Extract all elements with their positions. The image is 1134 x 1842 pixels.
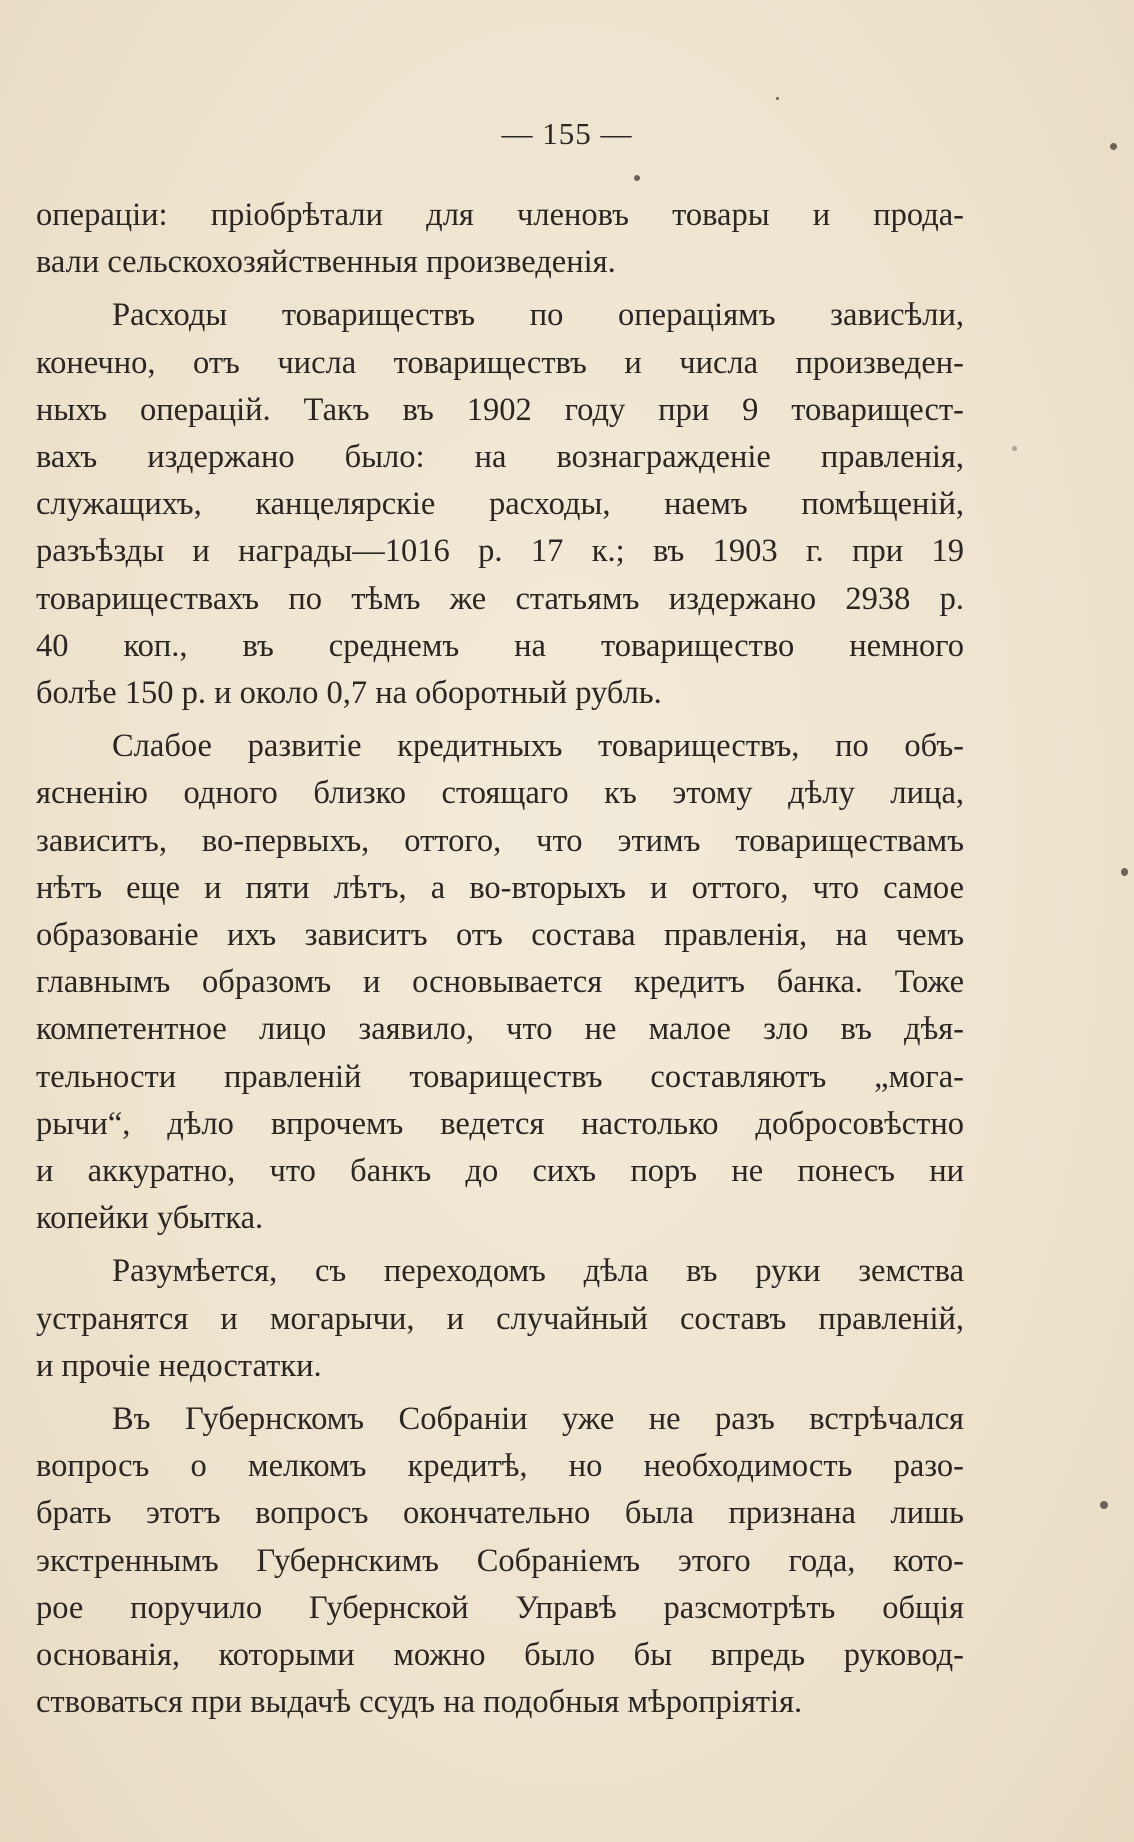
text-line: рычи“, дѣло впрочемъ ведется настолько добросовѣстно: [36, 1105, 964, 1142]
text-line: копейки убытка.: [36, 1200, 264, 1237]
paragraph: [36, 723, 964, 1242]
paper-speck: [1110, 143, 1117, 150]
text-line: ясненію одного близко стоящаго къ этому дѣлу лица,: [36, 775, 964, 812]
text-line: Расходы товариществъ по операціямъ зависѣли,: [112, 297, 964, 334]
page-body: [36, 192, 964, 1733]
text-line: конечно, отъ числа товариществъ и числа произведен-: [36, 344, 964, 381]
text-line: нѣтъ еще и пяти лѣтъ, а во-вторыхъ и оттого, что самое: [36, 869, 964, 906]
text-line: и прочіе недостатки.: [36, 1347, 322, 1384]
paper-speck: [1100, 1501, 1108, 1509]
text-line: операціи: пріобрѣтали для членовъ товары и прода-: [36, 197, 964, 233]
text-line: вахъ издержано было: на вознагражденіе правленія,: [36, 439, 964, 476]
text-line: служащихъ, канцелярскіе расходы, наемъ помѣщеній,: [36, 486, 964, 523]
text-line: вали сельскохозяйственныя произведенія.: [36, 244, 616, 281]
text-line: главнымъ образомъ и основывается кредитъ банка. Тоже: [36, 964, 964, 1001]
paragraph: [36, 1396, 964, 1726]
paragraph: [36, 1248, 964, 1390]
text-line: и аккуратно, что банкъ до сихъ поръ не понесъ ни: [36, 1153, 964, 1190]
text-line: Разумѣется, съ переходомъ дѣла въ руки земства: [112, 1253, 964, 1290]
text-line: образованіе ихъ зависитъ отъ состава правленія, на чемъ: [36, 917, 964, 954]
paper-speck: [634, 175, 640, 181]
paper-speck: [1012, 446, 1017, 451]
text-line: ствоваться при выдачѣ ссудъ на подобныя мѣропріятія.: [36, 1684, 803, 1721]
text-line: зависитъ, во-первыхъ, оттого, что этимъ товариществамъ: [36, 822, 964, 859]
text-line: болѣе 150 р. и около 0,7 на оборотный рубль.: [36, 675, 662, 712]
paper-speck: [1121, 868, 1128, 876]
text-line: Въ Губернскомъ Собраніи уже не разъ встрѣчался: [112, 1401, 964, 1438]
text-line: ныхъ операцій. Такъ въ 1902 году при 9 товарищест-: [36, 391, 964, 428]
text-line: разъѣзды и награды—1016 р. 17 к.; въ 1903 г. при 19: [36, 533, 964, 570]
text-line: рое поручило Губернской Управѣ разсмотрѣть общія: [36, 1589, 964, 1626]
text-line: экстреннымъ Губернскимъ Собраніемъ этого года, кото-: [36, 1542, 964, 1579]
text-line: Слабое развитіе кредитныхъ товариществъ, по объ-: [112, 728, 964, 765]
paragraph: [36, 292, 964, 717]
page-number: — 155 —: [501, 116, 633, 151]
text-line: компетентное лицо заявило, что не малое зло въ дѣя-: [36, 1011, 964, 1048]
text-line: 40 коп., въ среднемъ на товарищество немного: [36, 627, 964, 664]
text-line: тельности правленій товариществъ составляютъ „мога-: [36, 1058, 964, 1095]
text-line: устранятся и могарычи, и случайный составъ правленій,: [36, 1300, 964, 1337]
text-line: вопросъ о мелкомъ кредитѣ, но необходимость разо-: [36, 1448, 964, 1485]
paper-speck: [776, 97, 779, 100]
text-line: основанія, которыми можно было бы впредь руковод-: [36, 1637, 964, 1674]
text-line: товариществахъ по тѣмъ же статьямъ издержано 2938 р.: [36, 580, 964, 617]
paragraph: [36, 192, 964, 286]
text-line: брать этотъ вопросъ окончательно была признана лишь: [36, 1495, 964, 1532]
